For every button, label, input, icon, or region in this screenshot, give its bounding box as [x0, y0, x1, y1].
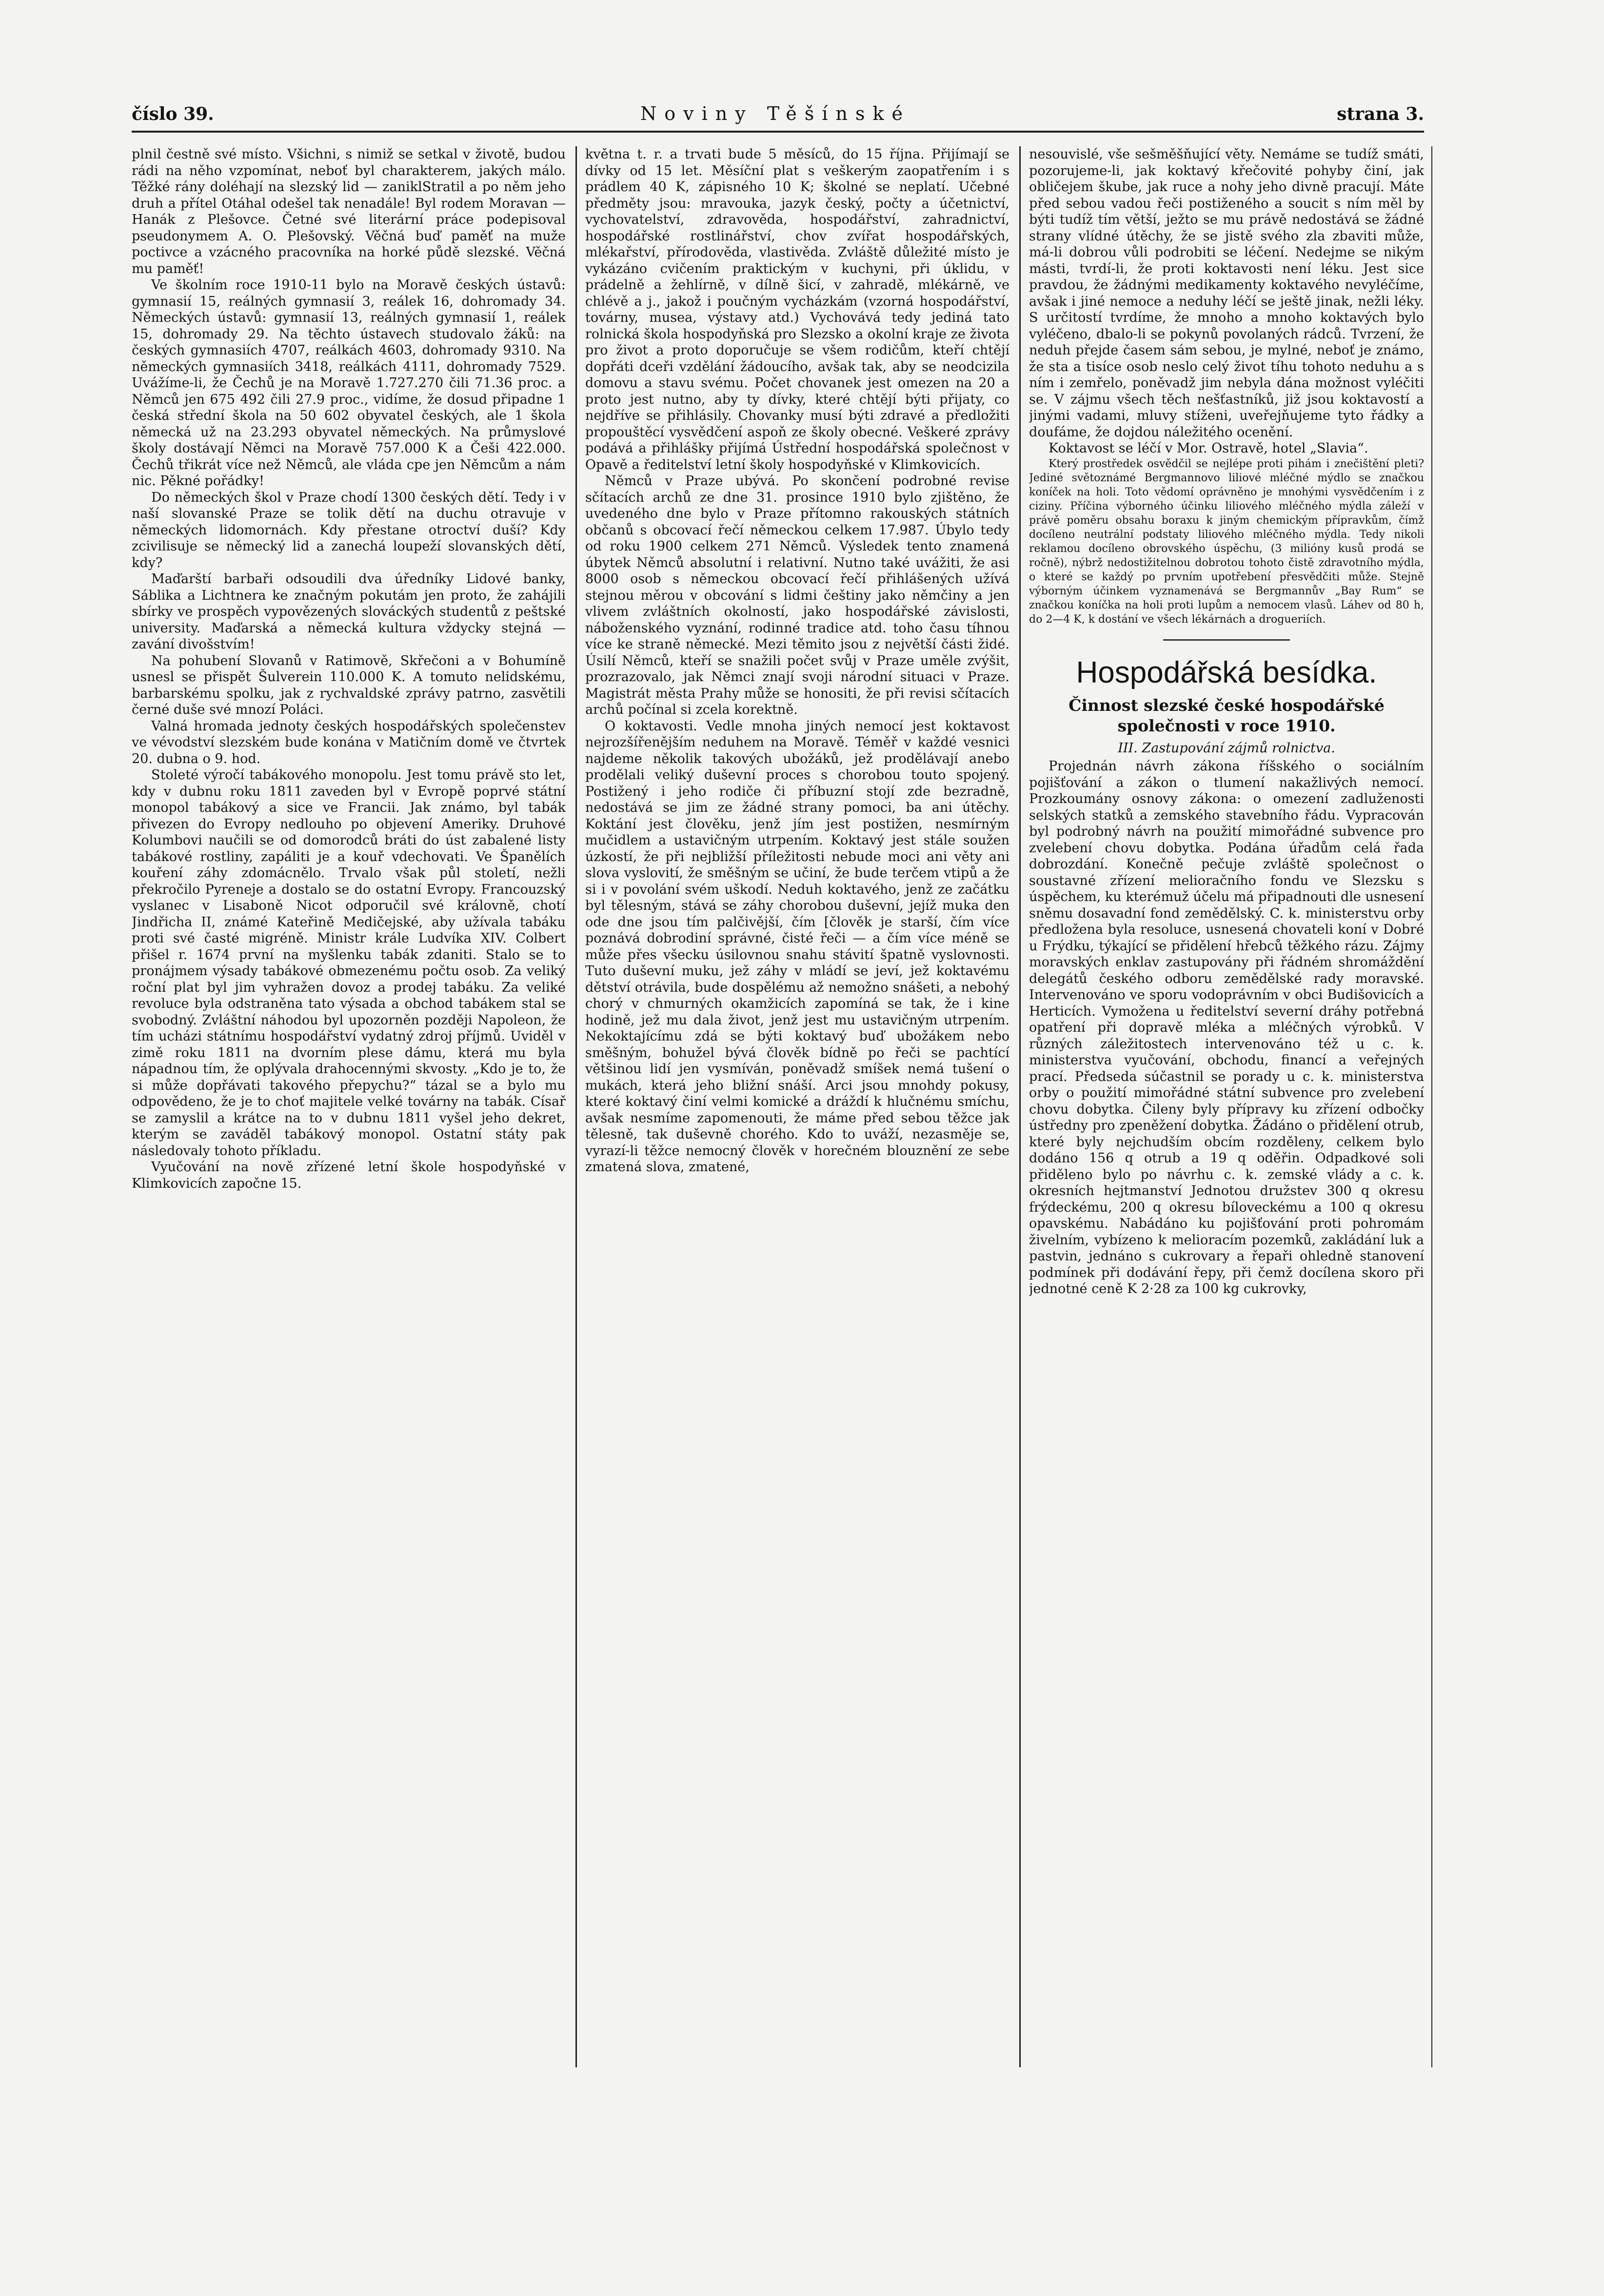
paragraph: O koktavosti. Vedle mnoha jiných nemocí jest koktavost nejrozšířenějším neduhem na Moravě. Téměř v každé vesnici najdeme několik takových ubožáků, jež prodělávají anebo prodělali veliký duševní proces s chorobou touto spojený. Postižený i jeho rodiče či příbuzní stojí zde bezradně, nedostává se jim ze žádné strany pomoci, ba ani útěchy. Koktání jest člověku, jenž jím jest postižen, nesmírným mučidlem a ustavičným utrpením. Koktavý jest stále soužen úzkostí, že při nejbližší příležitosti nebude moci ani věty ani slova vyslovití, že směšným se učiní, že bude terčem vtipů a že si i v povolání svém uškodí. Neduh koktavého, jenž ze začátku byl tělesným, stává se záhy chorobou duševní, jejíž muka den ode dne jsou tím palčivější, čím [člověk je starší, čím více poznává dobrodiní správné, čisté řeči — a čím více méně se může přes všecku úsilovnou snahu stávití špatně vyslovnosti. Tuto duševní muku, jež záhy v mládí se jeví, jež koktavému dětství otrávila, bude dospělému až nemožno snášeti, a nebohý chorý v chmurných okamžicích zapomíná se tak, že i kine hodině, jež mu dala život, jenž jest mu ustavičným utrpením. Nekoktajícímu zdá se býti koktavý buď ubožákem nebo směšným, bohužel bývá člověk bídně po řeči se pachtící většinou lidí jen vysmíván, poněvadž smíšek nemá tušení o mukách, která jeho bližní snáší. Arci jsou mnohdy pokusy, které koktavý činí velmi komické a dráždí k hlučnému smíchu, avšak nesmíme zapomenouti, že máme před sebou těžce jak tělesně, tak duševně chorého. Kdo to uváží, nezasměje se, vyrazí-li těžce nemocný člověk v horečném blouznění ze sebe zmatená slova, zmatené, [585, 718, 1010, 1175]
column-divider [575, 146, 577, 2067]
section-rule [1163, 639, 1290, 641]
column-divider [1019, 146, 1021, 2067]
issue-number: číslo 39. [132, 104, 214, 124]
article-subtitle: III. Zastupování zájmů rolnictva. [1118, 740, 1335, 756]
paragraph: plnil čestně své místo. Všichni, s nimiž se setkal v životě, budou rádi na něho vzpomínat, neboť byl charakterem, jakých málo. Těžké rány doléhají na slezský lid — zaniklStratil a po něm jeho druh a přítel Otáhal odešel tak nenadále! Byl rodem Moravan — Hanák z Plešovce. Četné své literární práce podepisoval pseudonymem A. O. Plešovský. Věčná buď paměť na muže poctivce a vzácného pracovníka na horké půdě slezské. Věčná mu paměť! [132, 147, 566, 276]
page-number: strana 3. [1337, 104, 1424, 124]
paragraph: Do německých škol v Praze chodí 1300 českých dětí. Tedy i v naší slovanské Praze se tolik dětí na duchu otravuje v německých lidomornách. Kdy přestane otroctví duší? Kdy zcivilisuje se německý lid a zanechá loupeží slovanských dětí, kdy? [132, 490, 566, 570]
paragraph: Na pohubení Slovanů v Ratimově, Skřečoni a v Bohumíně usnesl se přispět Šulverein 110.000 K. A tomuto nelidskému, barbarskému spolku, jak z rychvaldské zprávy patrno, zasvětili černé duše své mnozí Poláci. [132, 653, 566, 717]
article-title: Činnost slezské české hospodářské společnosti v roce 1910. [1069, 695, 1385, 735]
paragraph: Ve školním roce 1910-11 bylo na Moravě českých ústavů: gymnasií 15, reálných gymnasií 3, reálek 16, dohromady 34. Německých ústavů: gymnasií 13, reálných gymnasií 1, reálek 15, dohromady 29. Na těchto ústavech studovalo žáků: na českých gymnasiích 4707, reálkách 4603, dohromady 9310. Na německých gymnasiích 3418, reálkách 4111, dohromady 7529. Uvážíme-li, že Čechů je na Moravě 1.727.270 čili 71.36 proc. a Němců jen 675 492 čili 27.9 proc., vidíme, že dosud připadne 1 česká střední škola na 50 602 obyvatel českých, ale 1 škola německá už na 23.293 obyvatel německých. Na průmyslové školy dostávají Němci na Moravě 757.000 K a Češi 422.000. Čechů třikrát více než Němců, ale vláda cpe jen Němcům a nám nic. Pěkné pořádky! [132, 277, 566, 489]
section-heading: Hospodářská besídka. [1076, 655, 1377, 689]
right-margin-rule [1431, 146, 1432, 2067]
paragraph: Vyučování na nově zřízené letní škole hospodyňské v Klimkovicích započne 15. [132, 1159, 566, 1191]
column-2 [585, 146, 1010, 2077]
paragraph: nesouvislé, vše sešměšňující věty. Nemáme se tudíž smáti, pozorujeme-li, jak koktavý křečovité pohyby činí, jak obličejem škube, jak ruce a nohy jeho divně pracují. Máte před sebou vadou řeči postiženého a soucit s ním měl by býti tudíž tím větší, ježto se mu právě nedostává se žádné strany vlídné útěchy, že se jistě svého zla zbaviti může, má-li dobrou vůli podrobiti se léčení. Nedejme se nikým másti, tvrdí-li, že proti koktavosti není léku. Jest sice pravdou, že žádnými medikamenty koktavého nevyléčíme, avšak i jiné nemoce a neduhy léčí se ještě jinak, nežli léky. S určitostí tvrdíme, že mnoho a mnoho koktavých bylo vyléčeno, dbalo-li se pokynů povolaných rádců. Tvrzení, že neduh přejde časem sám sebou, je mylné, neboť je známo, že sta a tisíce osob neslo celý život tíhu tohoto neduhu a s ním i zemřelo, poněvadž jim nebyla dána možnost vyléčiti se. V zájmu všech těch nešťastníků, již jsou koktavostí a jinými vadami, mluvy stíženi, uveřejňujeme tyto řádky a doufáme, že dojdou náležitého ocenění. [1029, 147, 1424, 440]
paragraph: Stoleté výročí tabákového monopolu. Jest tomu právě sto let, kdy v dubnu roku 1811 zaveden byl v Evropě poprvé státní monopol tabákový a sice ve Francii. Jak známo, byl tabák přivezen do Evropy nedlouho po objevení Ameriky. Druhové Kolumbovi naučili se od domorodců bráti do úst zabalené listy tabákové rostliny, zapáliti je a kouř vdechovati. Ve Španělích kouření záhy zdomácnělo. Trvalo však půl století, nežli překročilo Pyreneje a dostalo se do ostatní Evropy. Francouzský vyslanec v Lisaboně Nicot odporučil své královně, chotí Jindřicha II, známé Kateřině Medičejské, aby užívala tabáku proti své časté migréně. Ministr krále Ludvíka XIV. Colbert přišel r. 1674 první na myšlenku tabák zdaniti. Stalo se to pronájmem výsady tabákové obmezenému počtu osob. Za veliký roční plat byl jim vyhražen dovoz a prodej tabáku. Za veliké revoluce byla odstraněna tato výsada a obchod tabákem stal se svobodný. Zvláštní náhodou byl upozorněn později Napoleon, že tím ucházi státnímu hospodářství vydatný zdroj příjmů. Uviděl v zimě roku 1811 na dvorním plese dámu, která mu byla nápadnou tím, že oplývala drahocennými skvosty. „Kdo je to, že si může dopřávati takového přepychu?“ tázal se a bylo mu odpovědeno, že je to choť majitele velké továrny na tabák. Císař se zamyslil a krátce na to v dubnu 1811 vyšel jeho dekret, kterým se zaváděl tabákový monopol. Ostatní státy pak následovaly tohoto příkladu. [132, 767, 566, 1158]
header-rule [132, 131, 1424, 133]
page-header [132, 95, 1424, 124]
paragraph: Projednán návrh zákona říšského o sociálním pojišťování a zákon o tlumení nakažlivých nemocí. Prozkoumány osnovy zákona: o omezení zadluženosti selských statků a zemského stavebního řádu. Vypracován byl podrobný návrh na použití mimořádné subvence pro zvelebení chovu dobytka. Podána úřadům celá řada dobrozdání. Konečně pečuje zvláště společnost o soustavné zřízení melioračního fondu ve Slezsku s úspěchem, ku kterémuž účelu má připadnouti dle usnesení sněmu dosavadní fond zemědělský. C. k. ministerstvu orby předložena byla resoluce, usnesená chovateli koní v Dobré u Frýdku, týkající se přidělení hřebců těžkého rázu. Zájmy moravských enklav zastupovány při řádném shromáždění delegátů českého odboru zemědělské rady moravské. Intervenováno ve sporu vodoprávním v obci Budišovicích a Herticích. Vymožena u ředitelství severní dráhy potřebná opatření při dopravě mléka a mléčných výrobků. V různých záležitostech intervenováno též u c. k. ministerstva vyučování, obchodu, financí a veřejných prací. Předseda súčastnil se porady u c. k. ministerstva orby o použití mimořádné státní subvence pro zvelebení chovu dobytka. Čileny byly přípravy ku zřízení odbočky ústředny pro zpeněžení dobytka. Žádáno o přidělení otrub, které byly nejchudším obcím rozděleny, celkem bylo dodáno 156 q otrub a 19 q oděřin. Odpadkové soli přiděleno bylo po návrhu c. k. zemské vlády a c. k. okresních hejtmanství Jednotou družstev 300 q okresu frýdeckému, 200 q okresu bíloveckému a 100 q okresu opavskému. Nabádáno ku pojišťování proti pohromám živelním, vybízeno k melioracím pozemků, zakládání luk a pastvin, jednáno s cukrovary a řepaři ohledně stanovení podmínek při dodávání řepy, při čemž docílena skoro při jednotné ceně K 2·28 za 100 kg cukrovky, [1029, 759, 1424, 1296]
paragraph: Valná hromada jednoty českých hospodářských společenstev ve vévodství slezském bude konána v Matičním domě ve čtvrtek 20. dubna o 9. hod. [132, 718, 566, 766]
paragraph: Koktavost se léčí v Mor. Ostravě, hotel „Slavia“. [1049, 441, 1368, 456]
advertisement: Který prostředek osvědčil se nejlépe proti pihám i znečištění pleti? Jediné světoznámé Bergmannovo liliové mléčné mýdlo se značkou koníček na holi. Toto vědomí oprávněno je mnohými vysvědčením i z ciziny. Příčina výborného účinku liliového mléčného mýdla záleží v právě poměru obsahu boraxu k jiným chemickým přípravkům, čímž docíleno neutrální podstaty liliového mléčného mýdla. Tedy nikoli reklamou docíleno obrovského úspěchu, (3 milióny kusů prodá se ročně), nýbrž nedostižitelnou dobrotou tohoto čistě zdravotního mýdla, o které se každý po prvním upotřebení přesvědčiti může. Stejně výborným účinkem vyznamenává se Bergmannův „Bay Rum“ se značkou koníčka na holi proti lupům a nemocem vlasů. Láhev od 80 h, do 2—4 K, k dostání ve všech lékárnách a drogueriích. [1029, 457, 1424, 626]
column-3 [1029, 146, 1424, 2077]
newspaper-title: Noviny Těšínské [640, 103, 911, 124]
paragraph: května t. r. a trvati bude 5 měsíců, do 15 října. Přijímají se dívky od 15 let. Měsíční plat s veškerým zaopatřením i s prádlem 40 K, zápisného 10 K; školné se neplatí. Učebné předměty jsou: mravouka, jazyk český, počty a účetnictví, vychovatelství, zdravověda, hospodářství, zahradnictví, hospodářské rostlinářství, chov zvířat hospodářských, mlékařství, přírodověda, vlastivěda. Zvláště důležité místo je vykázáno cvičením praktickým v kuchyni, při úklidu, v prádelně a žehlírně, v dílně šicí, v zahradě, mlékárně, ve chlévě a j., jakož i poučným vycházkám (vzorná hospodářství, továrny, musea, výstavy atd.) Vychovává tedy jediná tato rolnická škola hospodyňská pro Slezsko a okolní kraje ze života pro život a proto doporučuje se všem rodičům, kteří chtějí dopřáti dceři vzdělání žádoucího, avšak tak, aby se neodcizila domovu a stavu svému. Počet chovanek jest omezen na 20 a proto jest nutno, aby ty dívky, které chtějí býti přijaty, co nejdříve se přihlásily. Chovanky musí býti zdravé a předložiti propouštěcí vysvědčení aspoň ze školy obecné. Veškeré zprávy podává a přihlášky přijímá Ústřední hospodářská společnost v Opavě a ředitelství letní školy hospodyňské v Klimkovicích. [585, 147, 1010, 472]
paragraph: Němců v Praze ubývá. Po skončení podrobné revise sčítacích archů ze dne 31. prosince 1910 bylo zjištěno, že uvedeného dne bylo v Praze přítomno rakouských státních občanů s obcovací řečí německou celkem 17.987. Úbylo tedy od roku 1900 celkem 271 Němců. Výsledek tento znamená úbytek Němců absolutní i relativní. Nutno také uvážiti, že asi 8000 osob s německou obcovací řečí přihlášených užívá stejnou měrou v obcování s lidmi češtiny jako němčiny a jen vlivem zvláštních okolností, jako hospodářské závislosti, náboženského vyznání, rodinné tradice atd. toho času tíhnou více ke straně německé. Mezi těmito jsou z největší části židé. Úsilí Němců, kteří se snažili počet svůj v Praze uměle zvýšit, prozrazovalo, jak Němci znají svoji národní situaci v Praze. Magistrát města Prahy může se honositi, že při revisi sčítacích archů počínal si zcela korektně. [585, 473, 1010, 717]
column-1 [132, 146, 566, 2077]
paragraph: Maďarští barbaři odsoudili dva úředníky Lidové banky, Sáblika a Lichtnera ke značným pokutám jen proto, že zahájili sbírky ve prospěch vypovězených slováckých studentů z peštské university. Maďarská a německá kultura vždycky stejná — zavání divošstvím! [132, 571, 566, 652]
